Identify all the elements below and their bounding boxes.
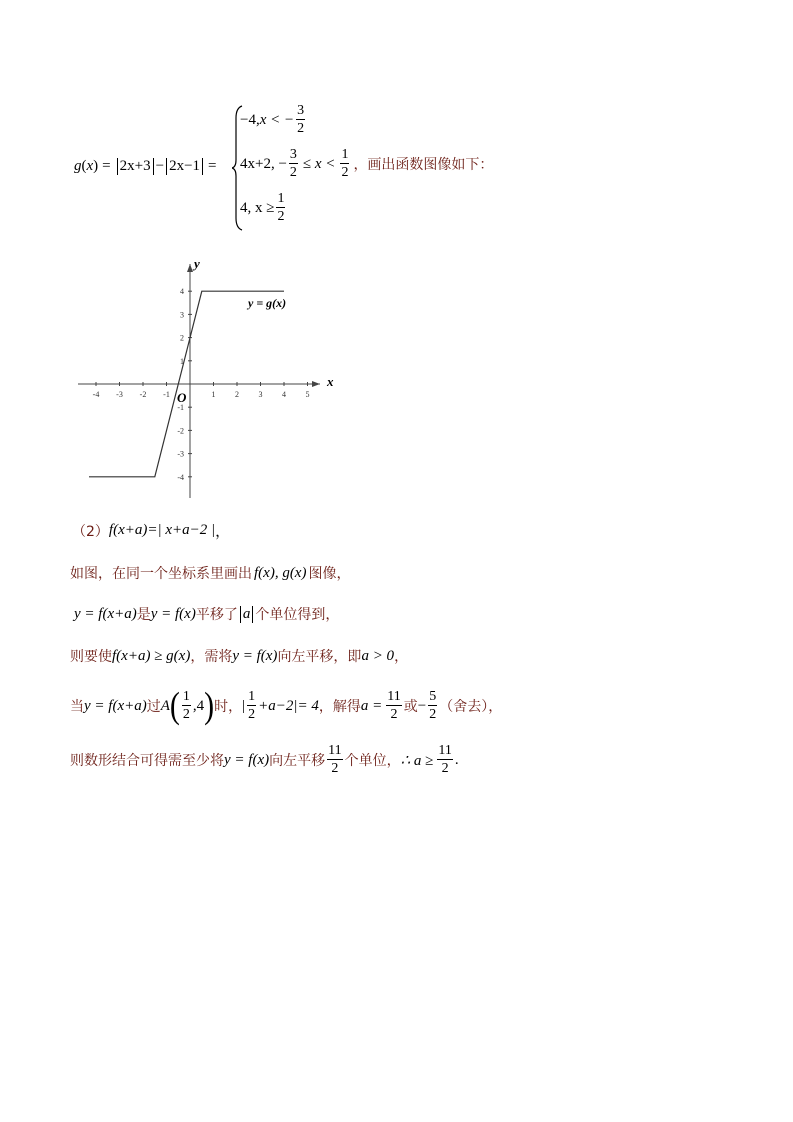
x-tick-label: 1	[211, 390, 216, 399]
x-tick-label: 4	[282, 390, 286, 399]
part2-line: （2） f (x+a) =| x+a−2 | ，	[72, 522, 231, 540]
equals-sign: =	[208, 158, 217, 174]
series-line-g	[89, 291, 287, 477]
line-3: 如图，在同一个坐标系里画出 f(x), g(x) 图像，	[70, 564, 351, 582]
x-tick-label: 2	[235, 390, 239, 399]
line-7: 则数形结合可得需至少将 y = f(x) 向左平移 $\frac{11}{2}$ 个单位， ∴ a ≥ $\frac{11}{2}$ .	[70, 743, 459, 776]
y-tick-label: -4	[177, 472, 184, 482]
x-tick-label: -2	[139, 390, 147, 399]
piecewise-trailing-text: ，画出函数图像如下：	[353, 157, 494, 173]
x-symbol: x	[86, 158, 94, 174]
y-tick-label: 2	[180, 333, 184, 343]
case-2: 4x+2, − $\frac{3}{2}$ ≤ x < $\frac{1}{2}$ ，画出函数图像如下：	[240, 147, 494, 180]
y-tick-label: 3	[180, 310, 184, 320]
origin-label: O	[177, 390, 187, 405]
x-tick-label: -1	[163, 390, 170, 399]
x-tick-label: 5	[305, 390, 310, 399]
case-3: 4, x ≥ $\frac{1}{2}$	[240, 191, 285, 224]
case-1: −4, x < − $\frac{3}{2}$	[240, 103, 305, 136]
x-axis-label: x	[327, 374, 334, 389]
abs-term-1: 2x+3	[119, 158, 151, 174]
y-axis-arrow	[187, 264, 193, 272]
line-6: 当 y = f(x+a) 过 A ( $\frac{1}{2}$ ,4 ) 时， | $\frac{1}{2}$ +a−2|= 4 ，解得 a = $\frac{11}{2}$ 或 − $\frac{5}{2}$ （舍去），	[70, 684, 503, 726]
g-symbol: g	[74, 158, 82, 174]
y-tick-label: -3	[177, 449, 184, 459]
x-tick-label: -3	[116, 390, 123, 399]
x-tick-label: 3	[258, 390, 263, 399]
line-4: y = f(x+a) 是 y = f(x) 平移了 a 个单位得到，	[74, 605, 340, 623]
y-axis-label: y	[194, 256, 200, 271]
line-5: 则要使 f(x+a) ≥ g(x) ，需将 y = f(x) 向左平移，即 a > 0 ，	[70, 647, 409, 665]
piecewise-lhs: g ( x ) = 2x+3 − 2x−1 =	[74, 158, 217, 174]
x-axis-arrow	[312, 381, 320, 387]
series-label: y = g(x)	[248, 296, 287, 310]
x-tick-label: -4	[92, 390, 100, 399]
y-tick-label: 1	[180, 356, 184, 366]
minus-sign: −	[155, 158, 165, 174]
abs-term-2: 2x−1	[169, 158, 201, 174]
y-tick-label: -1	[177, 403, 184, 413]
part2-label: （2）	[72, 523, 109, 540]
y-tick-label: 4	[180, 287, 184, 297]
y-tick-label: -2	[177, 426, 184, 436]
